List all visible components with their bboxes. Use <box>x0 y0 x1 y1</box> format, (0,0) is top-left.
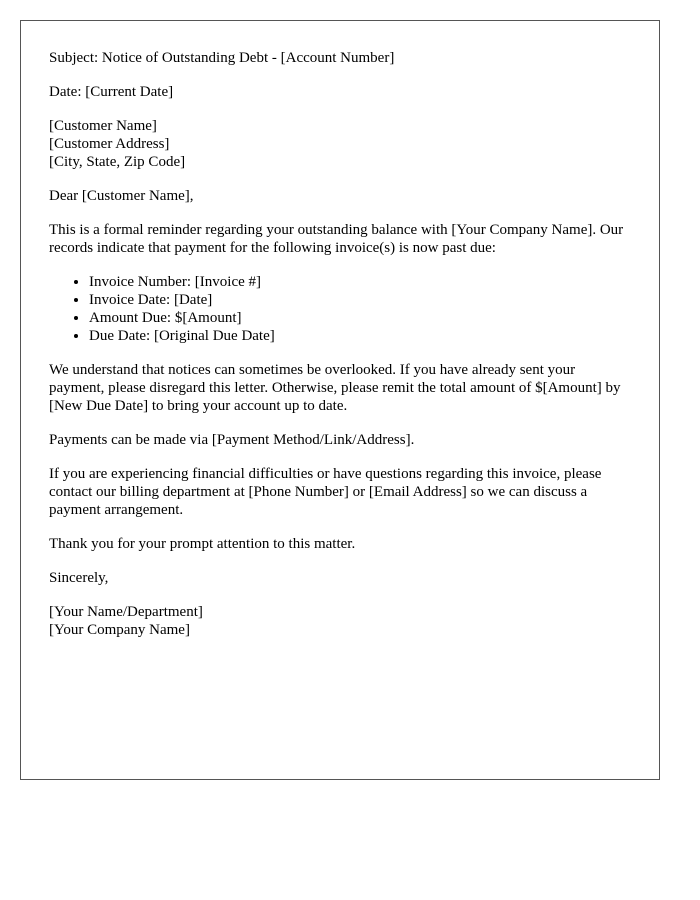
recipient-street: [Customer Address] <box>49 136 170 152</box>
signature-company: [Your Company Name] <box>49 622 190 638</box>
letter-date: Date: [Current Date] <box>49 84 174 100</box>
letter-closing: Sincerely, <box>49 570 109 586</box>
signature-block <box>49 603 631 639</box>
recipient-city-state-zip: [City, State, Zip Code] <box>49 154 186 170</box>
payment-paragraph: Payments can be made via [Payment Method/Link/Address]. <box>49 432 415 448</box>
signature-name: [Your Name/Department] <box>49 604 203 620</box>
invoice-date-item: • Invoice Date: [Date] <box>89 291 631 309</box>
notice-paragraph: We understand that notices can sometimes be overlooked. If you have already sent your payment, please disregard this letter. Otherwise, please remit the total amount of $[Amount] by [New Due Date] to bring your account up to date. <box>49 362 621 414</box>
difficulty-paragraph: If you are experiencing financial difficulties or have questions regarding this invoice, please contact our billing department at [Phone Number] or [Email Address] so we can discuss a payment arrangement. <box>49 466 602 518</box>
letter-greeting: Dear [Customer Name], <box>49 188 194 204</box>
recipient-name: [Customer Name] <box>49 118 157 134</box>
intro-paragraph: This is a formal reminder regarding your outstanding balance with [Your Company Name]. Our records indicate that payment for the following invoice(s) is now past due: <box>49 222 624 256</box>
thanks-paragraph: Thank you for your prompt attention to this matter. <box>49 536 356 552</box>
invoice-number-item: • Invoice Number: [Invoice #] <box>89 273 631 291</box>
due-date-item: • Due Date: [Original Due Date] <box>89 327 631 345</box>
letter-document <box>20 20 660 780</box>
amount-due-item: • Amount Due: $[Amount] <box>89 309 631 327</box>
invoice-details-list <box>49 273 631 345</box>
recipient-address <box>49 117 631 171</box>
letter-subject: Subject: Notice of Outstanding Debt - [Account Number] <box>49 50 395 66</box>
